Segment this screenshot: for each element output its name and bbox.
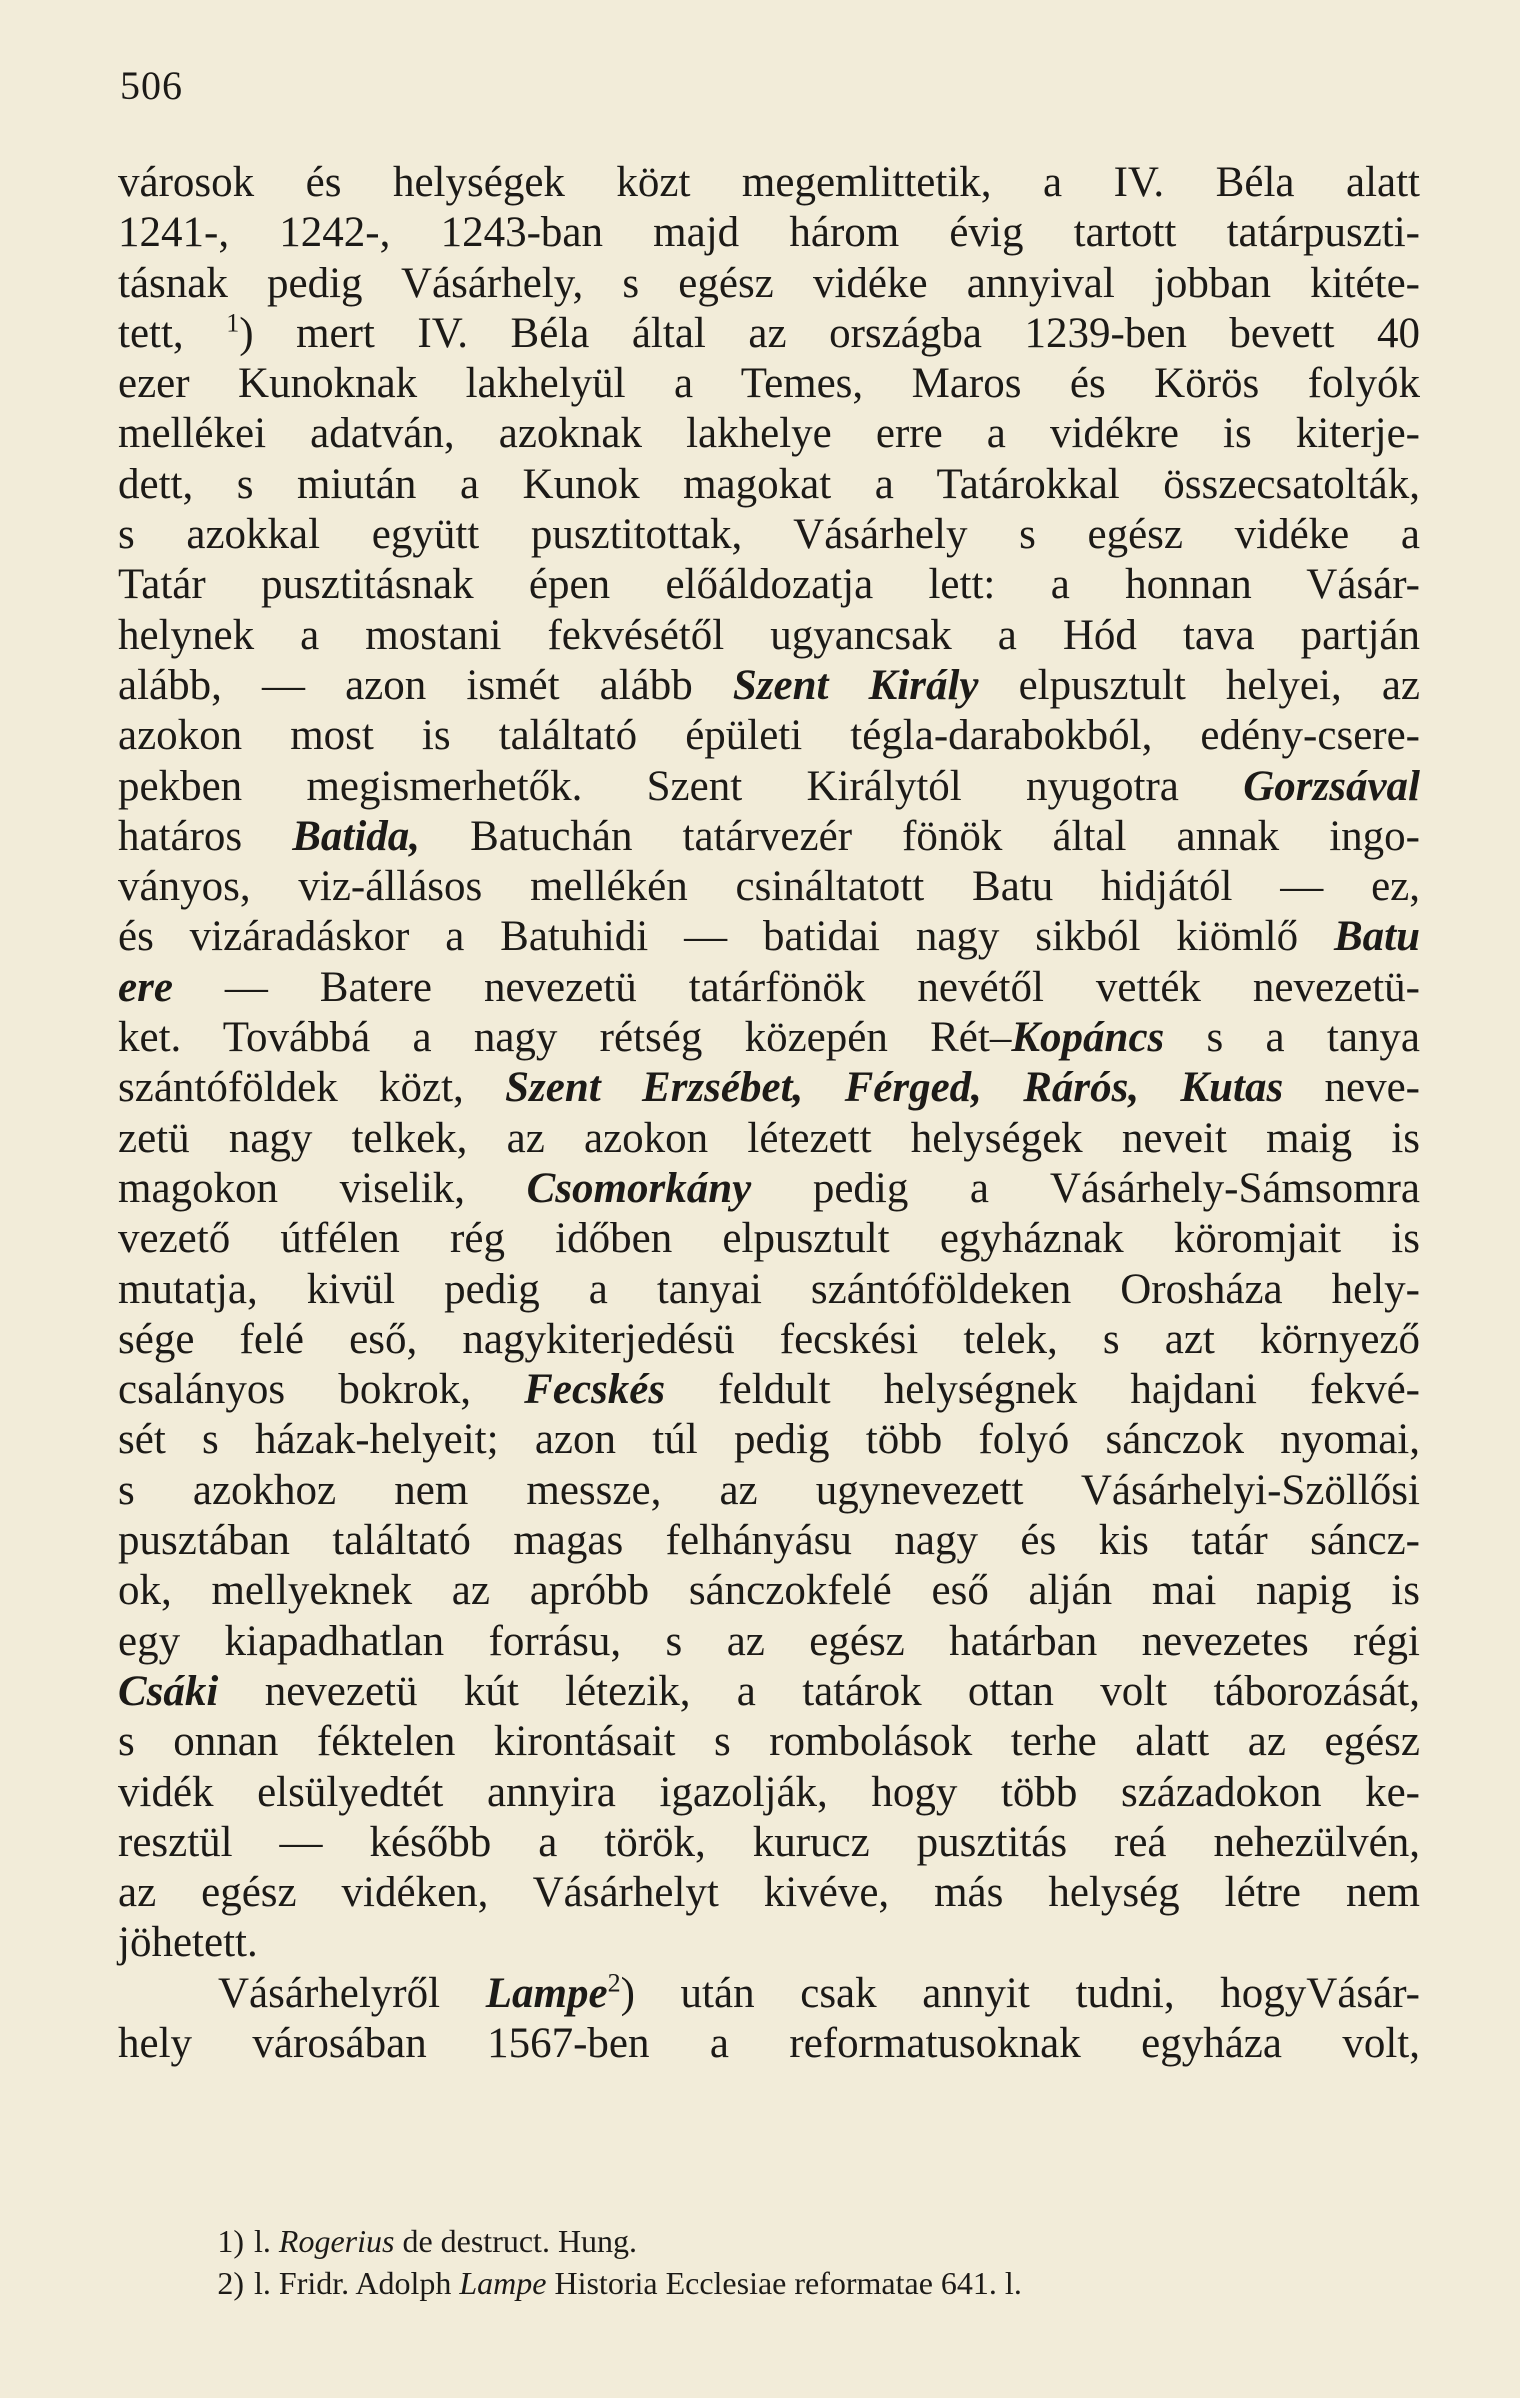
text-line (118, 1868, 1420, 1918)
text-line (118, 963, 1420, 1013)
body-text (118, 158, 1420, 2069)
text-run: mutatja, kivül pedig a tanyai szántóföldeken Orosháza hely- (118, 1265, 1420, 1313)
text-run: ) mert IV. Béla által az országba 1239-ben bevett 40 (239, 309, 1420, 357)
text-run: sége felé eső, nagykiterjedésü fecskési telek, s azt környező (118, 1315, 1420, 1363)
text-run: ) után csak annyit tudni, hogyVásár- (620, 1969, 1420, 2017)
text-run: pusztában találtató magas felhányásu nagy és kis tatár sáncz- (118, 1517, 1420, 1565)
text-run: neve- (1283, 1064, 1420, 1112)
text-run: pekben megismerhetők. Szent Királytól nyugotra (118, 762, 1244, 810)
text-run: magokon viselik, (118, 1164, 527, 1212)
text-run: s onnan féktelen kirontásait s rombolások terhe alatt az egész (118, 1718, 1420, 1766)
italic-name: ere (118, 963, 173, 1011)
italic-name: Batu (1333, 913, 1420, 961)
text-run: feldult helységnek hajdani fekvé- (665, 1366, 1420, 1414)
text-line (118, 409, 1420, 459)
text-run: Vásárhelyről (218, 1969, 486, 2017)
text-line (118, 2019, 1420, 2069)
italic-name: Szent Király (732, 661, 979, 709)
text-line (118, 1566, 1420, 1616)
text-line (118, 1717, 1420, 1767)
text-run: nevezetü kút létezik, a tatárok ottan volt táborozását, (218, 1667, 1420, 1715)
footnote-text: Historia Ecclesiae reformatae 641. l. (546, 2265, 1022, 2301)
text-line (118, 661, 1420, 711)
text-run: s azokkal együtt pusztitottak, Vásárhely s egész vidéke a (118, 511, 1420, 559)
footnote-text: l. Fridr. Adolph (254, 2265, 460, 2301)
text-run: vidék elsülyedtét annyira igazolják, hogy több századokon ke- (118, 1768, 1420, 1816)
text-line (118, 611, 1420, 661)
text-run: ványos, viz-állásos mellékén csináltatott Batu hidjától — ez, (118, 863, 1420, 911)
text-run: mellékei adatván, azoknak lakhelye erre a vidékre is kiterje- (118, 410, 1420, 458)
text-run: városok és helységek közt megemlittetik, a IV. Béla alatt (118, 159, 1420, 206)
text-line (118, 912, 1420, 962)
footnote-ref: 2 (607, 1968, 621, 1998)
italic-name: Fecskés (524, 1366, 666, 1414)
text-run: s azokhoz nem messze, az ugynevezett Vásárhelyi-Szöllősi (118, 1466, 1420, 1514)
footnote-text: l. (254, 2223, 279, 2259)
text-line (118, 1667, 1420, 1717)
text-run: jöhetett. (118, 1919, 258, 1967)
text-run: 1241-, 1242-, 1243-ban majd három évig tartott tatárpuszti- (118, 209, 1420, 257)
text-line (118, 1114, 1420, 1164)
text-line (118, 1969, 1420, 2019)
text-line (118, 1516, 1420, 1566)
text-run: azokon most is találtató épületi tégla-darabokból, edény-csere- (118, 712, 1420, 760)
text-line (118, 208, 1420, 258)
italic-name: Batida, (292, 812, 421, 860)
text-line (118, 1768, 1420, 1818)
footnotes (200, 2220, 1400, 2304)
text-run: csalányos bokrok, (118, 1366, 525, 1414)
text-line (118, 359, 1420, 409)
text-run: resztül — később a török, kurucz pusztitás reá nehezülvén, (118, 1818, 1420, 1866)
text-run: helynek a mostani fekvésétől ugyancsak a Hód tava partján (118, 611, 1420, 659)
text-line (118, 560, 1420, 610)
footnote-italic: Lampe (459, 2265, 547, 2301)
footnote-italic: Rogerius (278, 2223, 395, 2259)
text-line (118, 1063, 1420, 1113)
text-run: — Batere nevezetü tatárfönök nevétől vették nevezetü- (172, 963, 1420, 1011)
text-line (118, 510, 1420, 560)
text-run: vezető útfélen rég időben elpusztult egyháznak köromjait is (118, 1215, 1420, 1263)
text-run: tásnak pedig Vásárhely, s egész vidéke annyival jobban kitéte- (118, 259, 1420, 307)
text-run: tett, (118, 309, 227, 357)
italic-name: Szent Erzsébet, Férged, Rárós, Kutas (505, 1064, 1284, 1112)
text-run: s a tanya (1164, 1014, 1420, 1062)
text-line (118, 1013, 1420, 1063)
footnote-text: de destruct. Hung. (394, 2223, 638, 2259)
text-line (118, 158, 1420, 208)
footnote-ref: 1 (226, 308, 240, 338)
text-line (118, 1214, 1420, 1264)
text-run: pedig a Vásárhely-Sámsomra (751, 1164, 1420, 1212)
text-run: egy kiapadhatlan forrásu, s az egész határban nevezetes régi (118, 1617, 1420, 1665)
text-run: ok, mellyeknek az apróbb sánczokfelé eső alján mai napig is (118, 1567, 1420, 1615)
text-run: és vizáradáskor a Batuhidi — batidai nagy sikból kiömlő (118, 913, 1334, 961)
text-line (118, 1918, 1420, 1968)
footnote (200, 2220, 1400, 2262)
text-line (118, 1365, 1420, 1415)
text-line (118, 1315, 1420, 1365)
text-run: Batuchán tatárvezér fönök által annak ingo- (420, 812, 1420, 860)
text-line (118, 812, 1420, 862)
text-line (118, 711, 1420, 761)
page-number: 506 (120, 63, 183, 108)
text-line (118, 1466, 1420, 1516)
italic-name: Lampe (485, 1969, 608, 2017)
text-run: szántóföldek közt, (118, 1064, 506, 1112)
text-run: elpusztult helyei, az (978, 661, 1420, 709)
footnote-mark: 2) (217, 2265, 244, 2301)
text-run: ezer Kunoknak lakhelyül a Temes, Maros és Körös folyók (118, 360, 1420, 408)
text-line (118, 762, 1420, 812)
text-line (118, 1164, 1420, 1214)
text-run: alább, — azon ismét alább (118, 661, 733, 709)
text-run: Tatár pusztitásnak épen előáldozatja lett: a honnan Vásár- (118, 561, 1420, 609)
text-line (118, 1818, 1420, 1868)
text-line (118, 1265, 1420, 1315)
text-run: hely városában 1567-ben a reformatusoknak egyháza volt, (118, 2019, 1420, 2067)
text-run: zetü nagy telkek, az azokon létezett helységek neveit maig is (118, 1114, 1420, 1162)
text-run: dett, s miután a Kunok magokat a Tatárokkal összecsatolták, (118, 460, 1420, 508)
text-run: sét s házak-helyeit; azon túl pedig több folyó sánczok nyomai, (118, 1416, 1420, 1464)
text-line (118, 862, 1420, 912)
text-run: határos (118, 812, 293, 860)
text-line (118, 309, 1420, 359)
text-run: az egész vidéken, Vásárhelyt kivéve, más helység létre nem (118, 1869, 1420, 1917)
text-line (118, 1617, 1420, 1667)
text-line (118, 259, 1420, 309)
italic-name: Gorzsával (1243, 762, 1420, 810)
italic-name: Csáki (118, 1667, 219, 1715)
italic-name: Kopáncs (1011, 1014, 1165, 1062)
footnote (200, 2262, 1400, 2304)
text-line (118, 1415, 1420, 1465)
footnote-mark: 1) (217, 2223, 244, 2259)
text-run: ket. Továbbá a nagy rétség közepén Rét– (118, 1014, 1012, 1062)
text-line (118, 460, 1420, 510)
italic-name: Csomorkány (526, 1164, 752, 1212)
